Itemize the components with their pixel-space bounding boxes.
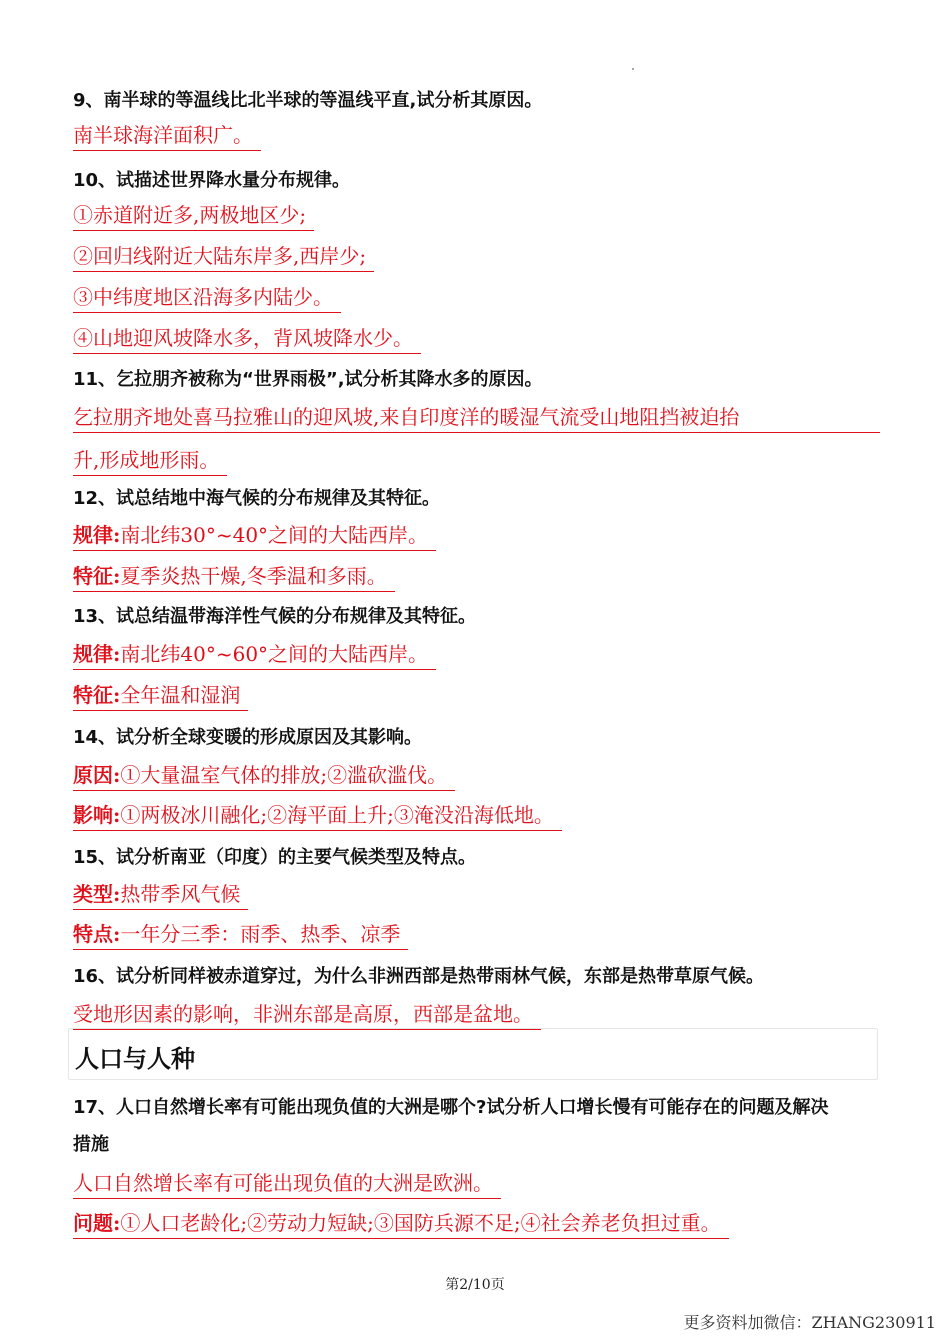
answer-11 (73, 404, 880, 492)
question-15: 15、试分析南亚（印度）的主要气候类型及特点。 (73, 847, 477, 868)
answer-16: 受地形因素的影响，非洲东部是高原，西部是盆地。 (73, 1001, 541, 1030)
answer-13-1: 规律:南北纬40°~60°之间的大陆西岸。 (73, 641, 436, 670)
answer-13-2: 特征:全年温和湿润 (73, 682, 248, 711)
question-9: 9、南半球的等温线比北半球的等温线平直,试分析其原因。 (73, 90, 543, 111)
question-17-cont: 措施 (73, 1134, 109, 1155)
answer-10-1: ①赤道附近多,两极地区少; (73, 202, 314, 231)
question-14: 14、试分析全球变暖的形成原因及其影响。 (73, 727, 423, 748)
answer-17-2: 问题:①人口老龄化;②劳动力短缺;③国防兵源不足;④社会养老负担过重。 (73, 1210, 729, 1239)
answer-11-line-1: 乞拉朋齐地处喜马拉雅山的迎风坡,来自印度洋的暖湿气流受山地阻挡被迫抬 (73, 404, 880, 433)
answer-9: 南半球海洋面积广。 (73, 122, 261, 151)
speck (632, 68, 634, 70)
answer-14-2: 影响:①两极冰川融化;②海平面上升;③淹没沿海低地。 (73, 802, 562, 831)
watermark: 更多资料加微信：ZHANG230911 (683, 1313, 936, 1332)
answer-10-2: ②回归线附近大陆东岸多,西岸少; (73, 243, 374, 272)
question-13: 13、试总结温带海洋性气候的分布规律及其特征。 (73, 606, 477, 627)
section-heading-box (68, 1028, 878, 1080)
question-12: 12、试总结地中海气候的分布规律及其特征。 (73, 488, 441, 509)
answer-14-1: 原因:①大量温室气体的排放;②滥砍滥伐。 (73, 762, 455, 791)
answer-10-3: ③中纬度地区沿海多内陆少。 (73, 284, 341, 313)
answer-10-4: ④山地迎风坡降水多，背风坡降水少。 (73, 325, 421, 354)
section-heading: 人口与人种 (75, 1045, 195, 1073)
answer-15-1: 类型:热带季风气候 (73, 881, 248, 910)
question-10: 10、试描述世界降水量分布规律。 (73, 170, 351, 191)
question-16: 16、试分析同样被赤道穿过，为什么非洲西部是热带雨林气候，东部是热带草原气候。 (73, 966, 765, 987)
answer-17-1: 人口自然增长率有可能出现负值的大洲是欧洲。 (73, 1170, 501, 1199)
answer-12-1: 规律:南北纬30°~40°之间的大陆西岸。 (73, 522, 436, 551)
page-number: 第2/10页 (445, 1277, 505, 1293)
question-11: 11、乞拉朋齐被称为“世界雨极”,试分析其降水多的原因。 (73, 369, 543, 390)
answer-11-line-2: 升,形成地形雨。 (73, 447, 227, 476)
answer-15-2: 特点:一年分三季：雨季、热季、凉季 (73, 921, 408, 950)
answer-12-2: 特征:夏季炎热干燥,冬季温和多雨。 (73, 563, 395, 592)
question-17: 17、人口自然增长率有可能出现负值的大洲是哪个?试分析人口增长慢有可能存在的问题及解决 (73, 1097, 829, 1118)
